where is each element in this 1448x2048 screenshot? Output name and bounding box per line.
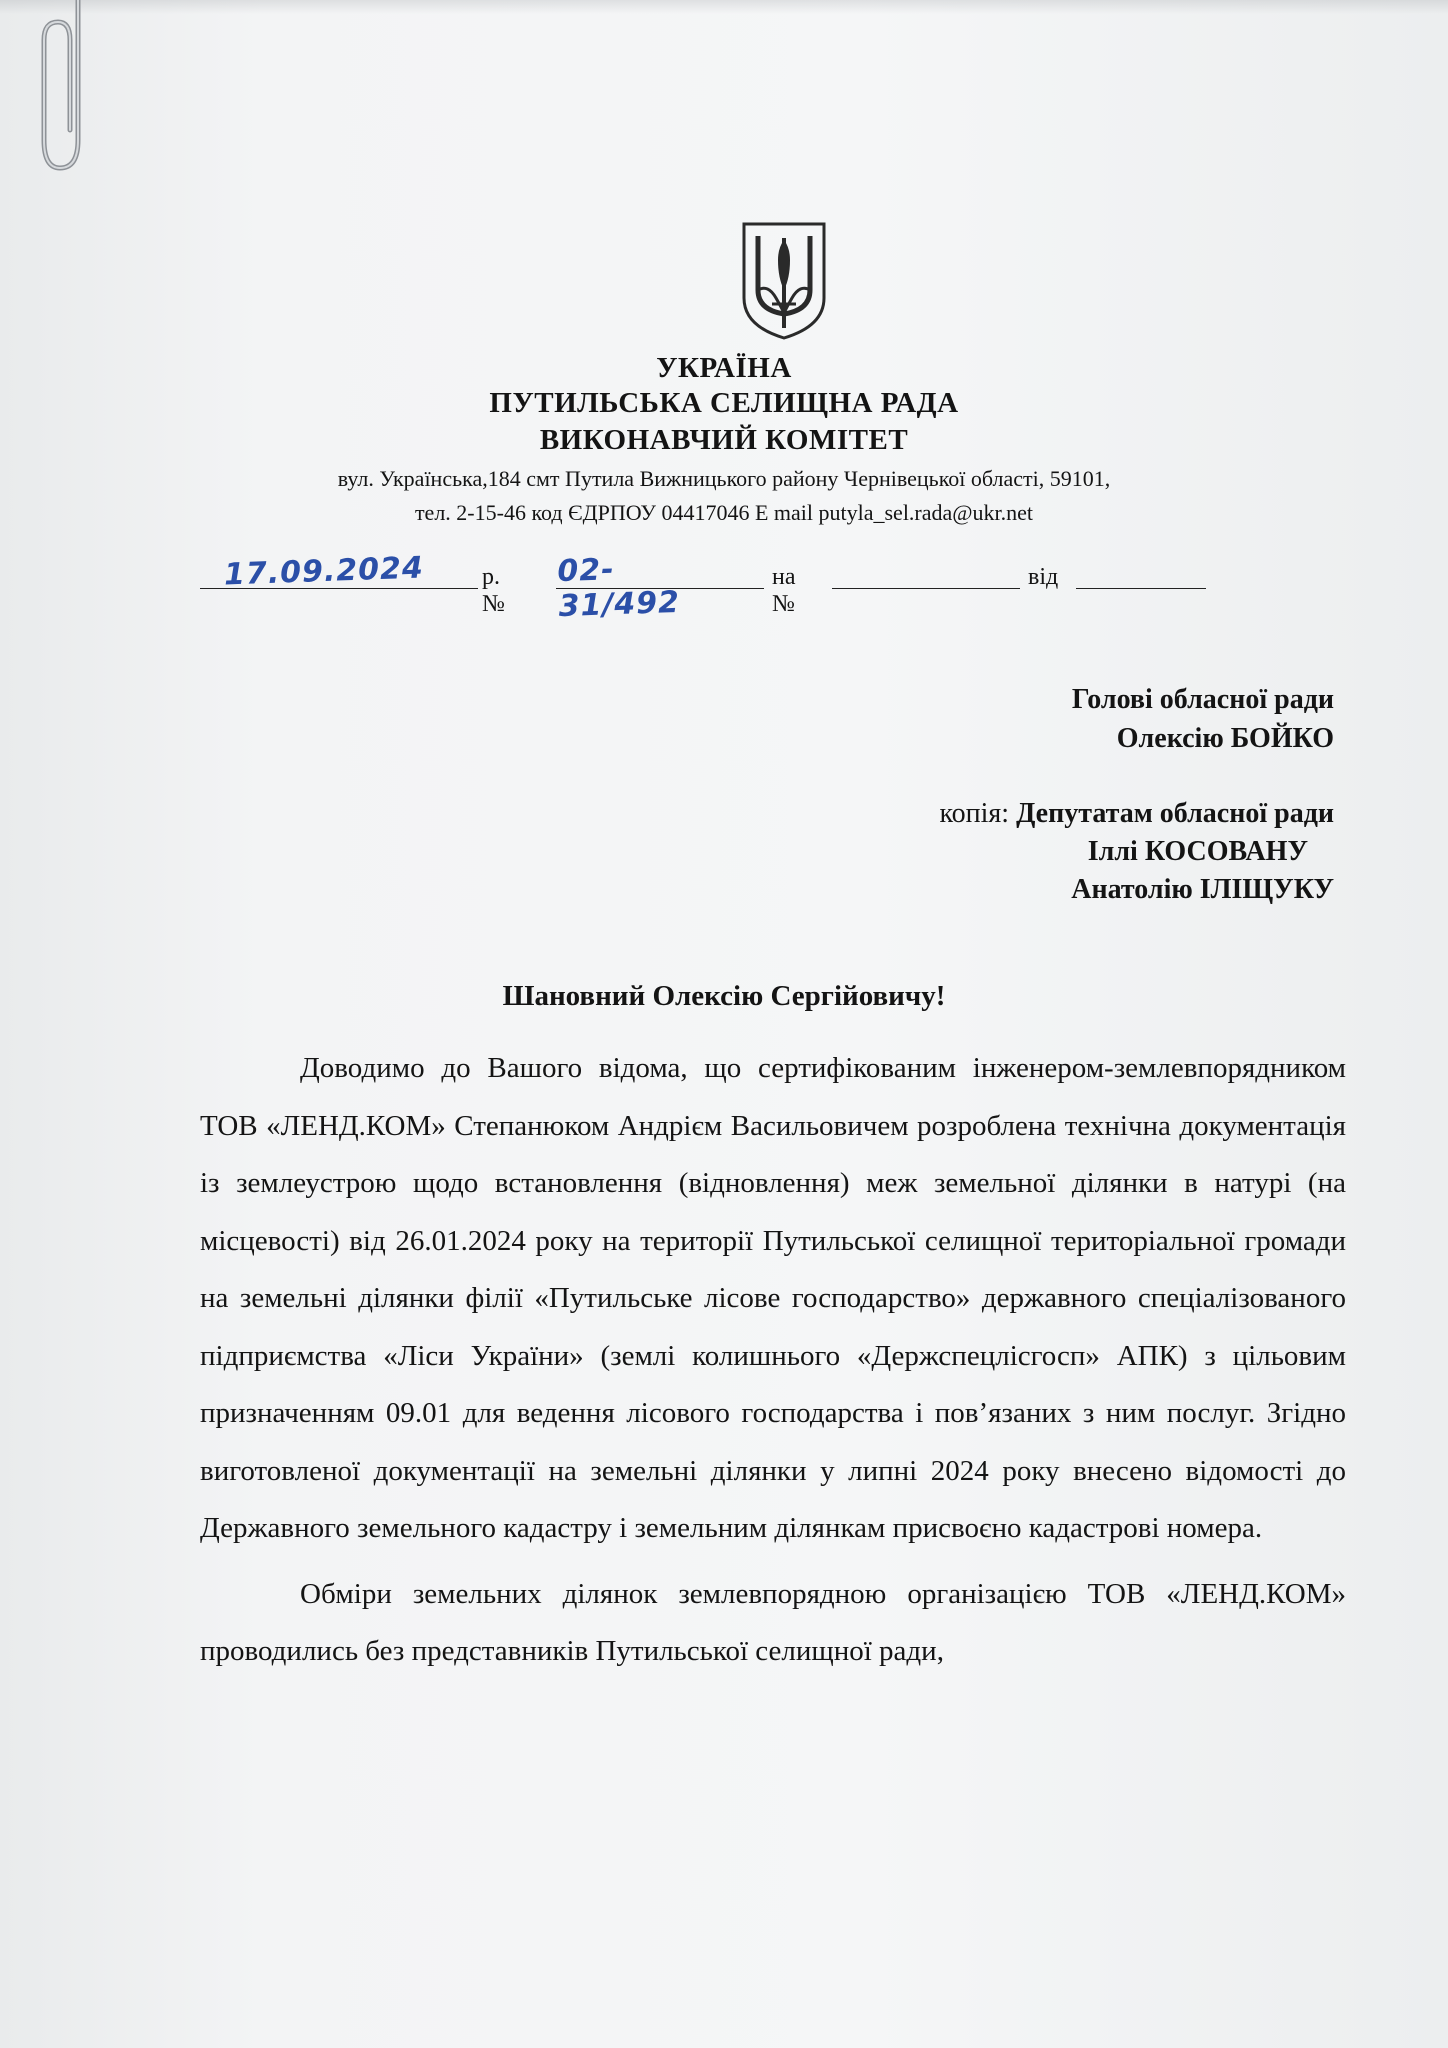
paperclip-icon <box>38 0 108 175</box>
body-paragraph: Обміри земельних ділянок землевпорядною організацією ТОВ «ЛЕНД.КОМ» проводились без представників Путильської селищної ради, <box>200 1577 1346 1667</box>
letter-body <box>200 1040 1346 1689</box>
handwritten-date: 17.09.2024 <box>223 550 425 593</box>
addressee-name: Олексію БОЙКО <box>1116 723 1334 754</box>
copy-recipient-1: Іллі КОСОВАНУ <box>1087 836 1308 867</box>
council-contacts: тел. 2-15-46 код ЄДРПОУ 04417046 E mail putyla_sel.rada@ukr.net <box>414 500 1034 525</box>
salutation: Шановний Олексію Сергійовичу! <box>502 980 946 1012</box>
coat-of-arms-icon <box>738 218 830 342</box>
addressee-position: Голові обласної ради <box>1071 684 1334 715</box>
committee-name: ВИКОНАВЧИЙ КОМІТЕТ <box>539 424 909 456</box>
registration-number-label: р. № <box>482 564 505 617</box>
copy-recipient-2: Анатолію ІЛІЩУКУ <box>1071 874 1334 905</box>
copy-label: копія: <box>939 798 1010 829</box>
reference-label: на № <box>772 564 796 617</box>
page-edge-shadow <box>0 0 1448 14</box>
reference-underline <box>832 588 1020 589</box>
copy-recipients-line <box>939 798 1334 830</box>
from-label: від <box>1028 564 1059 590</box>
council-address: вул. Українська,184 смт Путила Вижницького району Чернівецької області, 59101, <box>337 466 1111 491</box>
handwritten-number: 02-31/492 <box>556 552 681 625</box>
body-paragraph: Доводимо до Вашого відома, що сертифікованим інженером-землевпорядником ТОВ «ЛЕНД.КОМ» Степанюком Андрієм Васильовичем розроблена технічна документація із землеустрою щодо встановлення (відновлення) меж земельної ділянки в натурі (на місцевості) від 26.01.2024 року на території Путильської селищної територіальної громади на земельні ділянки філії «Путильське лісове господарство» державного спеціалізованого підприємства «Ліси України» (землі колишнього «Держспецлісгосп» АПК) з цільовим призначенням 09.01 для ведення лісового господарства і пов’язаних з ним послуг. Згідно виготовленої документації на земельні ділянки у липні 2024 року внесено відомості до Державного земельного кадастру і земельним ділянкам присвоєно кадастрові номера. <box>200 1052 1346 1544</box>
council-name: ПУТИЛЬСЬКА СЕЛИЩНА РАДА <box>489 387 959 419</box>
from-underline <box>1076 588 1206 589</box>
country-title: УКРАЇНА <box>656 352 792 384</box>
copy-recipients-position: Депутатам обласної ради <box>1016 798 1334 829</box>
